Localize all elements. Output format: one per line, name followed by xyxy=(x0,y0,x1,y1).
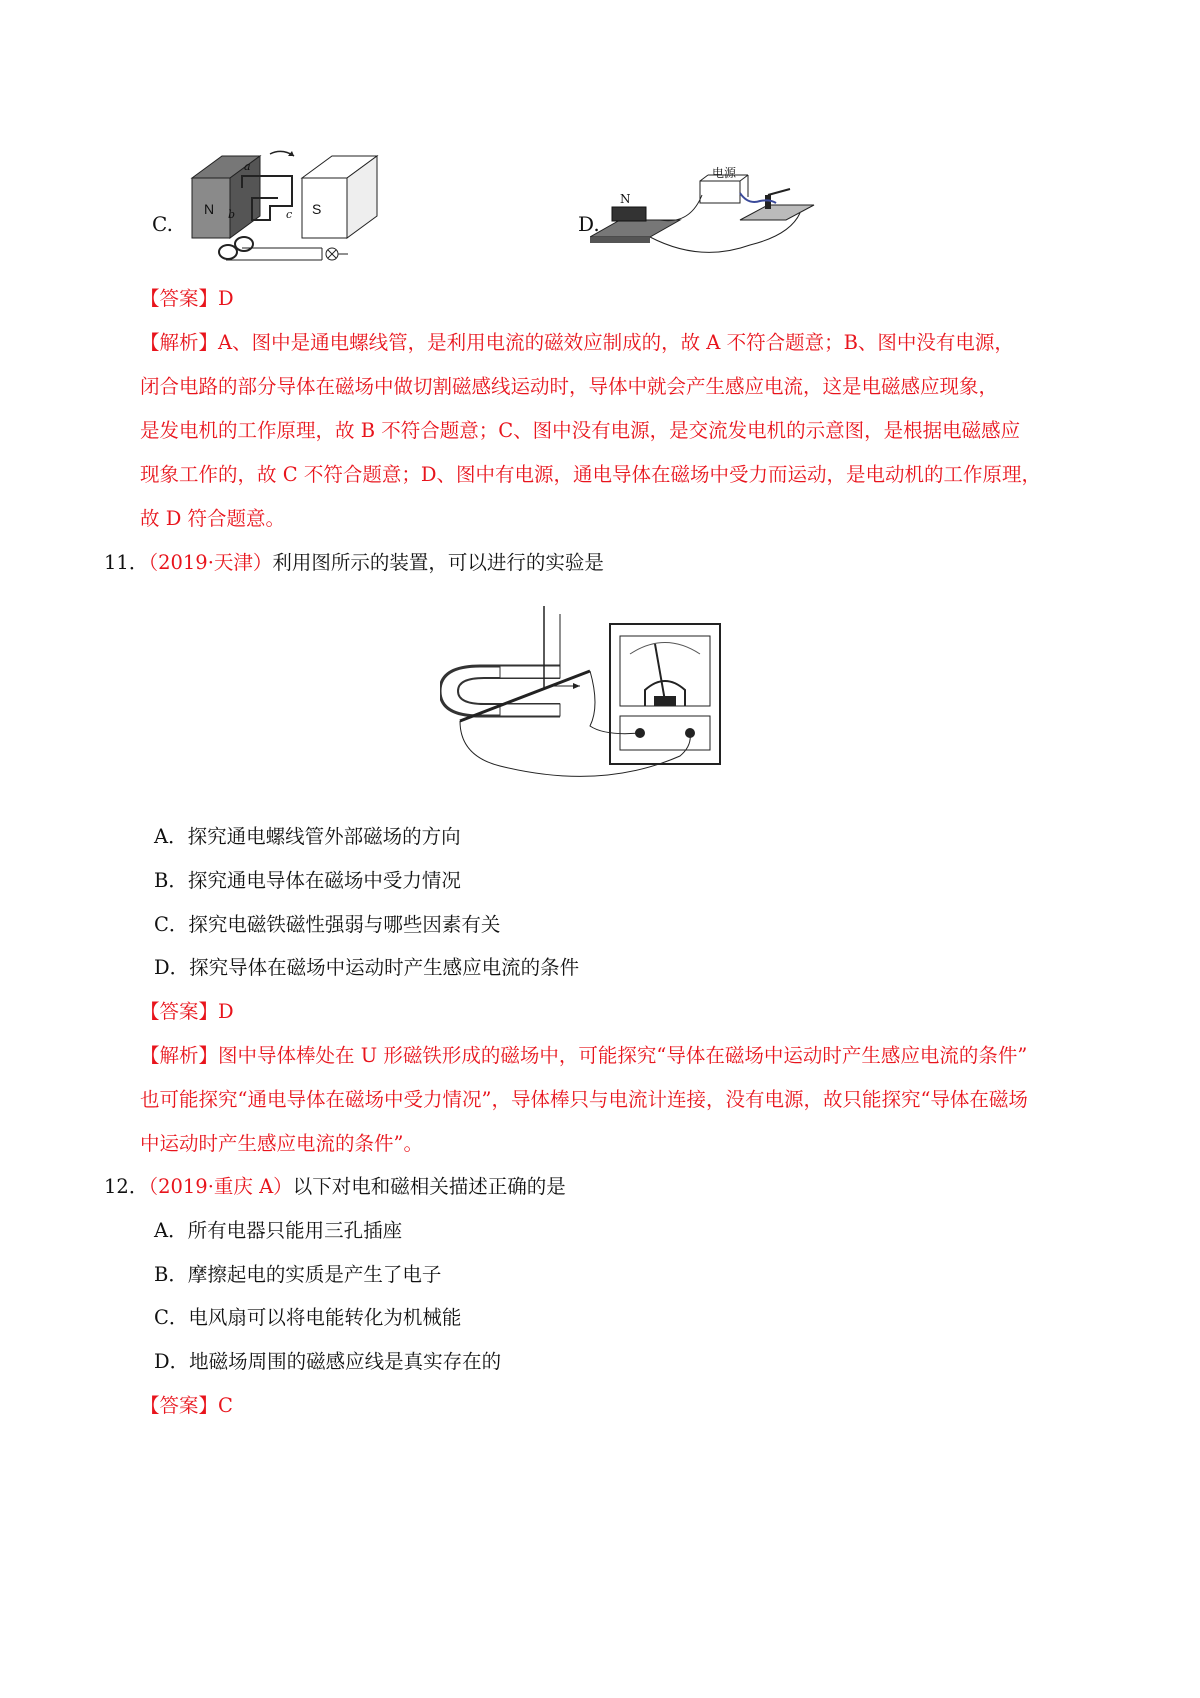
fig-c-s-pole: S xyxy=(312,201,322,217)
q11-question: 利用图所示的装置，可以进行的实验是 xyxy=(272,551,604,574)
q12-source: （2019·重庆 A） xyxy=(148,1175,293,1198)
q10-analysis-tag: 【解析】 xyxy=(140,331,219,354)
q11-option-a: A．探究通电螺线管外部磁场的方向 xyxy=(154,825,461,848)
q10-analysis-line-4: 现象工作的，故 C 不符合题意；D、图中有电源，通电导体在磁场中受力而运动，是电动机的工作原理， xyxy=(140,463,1041,486)
q12-answer-tag: 【答案】 xyxy=(140,1394,219,1417)
q11-option-b: B．探究通电导体在磁场中受力情况 xyxy=(154,869,461,892)
q10-analysis-line-3: 是发电机的工作原理，故 B 不符合题意；C、图中没有电源，是交流发电机的示意图，是根据电磁感应 xyxy=(140,419,1021,442)
q11-analysis-tag: 【解析】 xyxy=(140,1044,219,1067)
q12-option-d: D．地磁场周围的磁感应线是真实存在的 xyxy=(154,1350,502,1373)
q11-analysis-line-1: 【解析】图中导体棒处在 U 形磁铁形成的磁场中，可能探究“导体在磁场中运动时产生感应电流的条件” xyxy=(140,1044,1028,1067)
fig-c-label-a: a xyxy=(244,160,251,173)
fig-c-label-b: b xyxy=(228,208,236,221)
q12-answer-value: C xyxy=(218,1394,233,1417)
q11-number: 11． xyxy=(104,551,149,574)
fig-c-n-pole: N xyxy=(204,201,215,217)
q10-answer-tag: 【答案】 xyxy=(140,287,219,310)
q11-analysis-line-2: 也可能探究“通电导体在磁场中受力情况”，导体棒只与电流计连接，没有电源，故只能探究“导体在磁场 xyxy=(140,1088,1028,1111)
q11-stem xyxy=(104,550,604,576)
q11-answer-value: D xyxy=(218,1000,234,1023)
option-d-label: D. xyxy=(578,212,600,236)
q11-option-d: D．探究导体在磁场中运动时产生感应电流的条件 xyxy=(154,956,580,979)
fig-d-power-label: 电源 xyxy=(712,166,737,180)
figure-d-motor xyxy=(590,165,820,265)
q12-stem xyxy=(104,1174,566,1200)
q12-option-a: A．所有电器只能用三孔插座 xyxy=(154,1219,403,1242)
q12-option-c: C．电风扇可以将电能转化为机械能 xyxy=(154,1306,462,1329)
q11-source: （2019·天津） xyxy=(148,551,273,574)
q12-number: 12． xyxy=(104,1175,149,1198)
q10-answer-value: D xyxy=(218,287,234,310)
fig-d-n-pole: N xyxy=(620,192,631,206)
q12-option-b: B．摩擦起电的实质是产生了电子 xyxy=(154,1263,442,1286)
option-c-label: C. xyxy=(152,212,173,236)
q10-analysis-line-5: 故 D 符合题意。 xyxy=(140,507,286,530)
q11-answer xyxy=(140,999,234,1025)
q10-analysis-line-2: 闭合电路的部分导体在磁场中做切割磁感线运动时，导体中就会产生感应电流，这是电磁感应现象， xyxy=(140,375,999,398)
q11-analysis-line-3: 中运动时产生感应电流的条件”。 xyxy=(140,1132,423,1155)
q11-option-c: C．探究电磁铁磁性强弱与哪些因素有关 xyxy=(154,913,501,936)
q12-question: 以下对电和磁相关描述正确的是 xyxy=(292,1175,566,1198)
q12-answer xyxy=(140,1393,233,1419)
q11-answer-tag: 【答案】 xyxy=(140,1000,219,1023)
figure-q11-apparatus xyxy=(440,606,740,796)
q10-answer xyxy=(140,286,234,312)
q10-analysis-line-1: 【解析】A、图中是通电螺线管，是利用电流的磁效应制成的，故 A 不符合题意；B、图中没有电源， xyxy=(140,331,1014,354)
fig-c-label-c: c xyxy=(286,208,293,221)
figure-c-generator xyxy=(182,148,392,288)
